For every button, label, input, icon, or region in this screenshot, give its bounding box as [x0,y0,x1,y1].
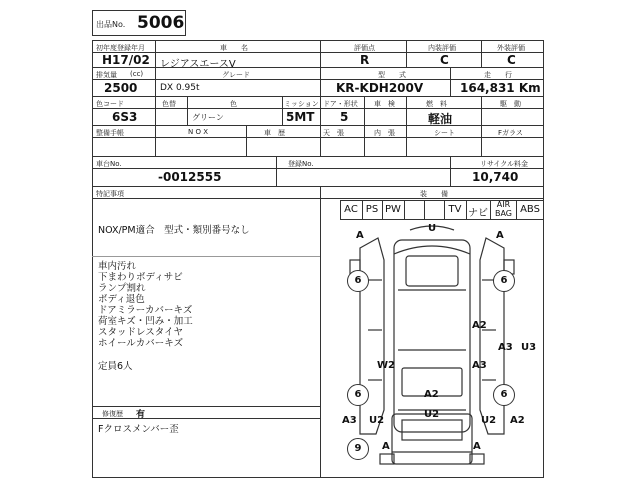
car-name-label: 車 名 [220,44,248,52]
damage-rear-center-1: A2 [424,389,439,400]
model-value: KR-KDH200V [336,81,424,95]
color-swap-label: 色替 [162,100,176,108]
mileage-value: 164,831 Km [460,81,541,95]
color-code-value: 6S3 [112,110,138,124]
doors-label: ドア・形状 [323,100,358,108]
transmission-label: ミッション [284,100,319,108]
reg-no-label: 登録No. [288,160,314,168]
damage-rear-left-1: A3 [342,415,357,426]
grade-value: DX 0.95t [160,83,200,93]
color-value: グリーン [192,113,224,122]
equipment-airbag: AIR BAG [494,200,513,218]
damage-front-right: A [496,230,504,241]
tire-rear-left: 6 [347,384,369,406]
spare-tire: 9 [347,438,369,460]
condition-6: 荷室キズ・凹み・加工 [98,316,193,327]
doors-value: 5 [340,110,349,124]
car-name-value: レジアスエースV [160,59,236,70]
score-value: R [360,53,370,67]
chassis-value: -0012555 [158,170,222,184]
lot-number: 5006 [137,13,185,33]
manual-label: 整備手帳 [96,129,124,137]
seat-label: シート [434,129,455,137]
damage-left-side: W2 [377,360,395,371]
repair-detail: Fクロスメンバー歪 [98,424,179,435]
inspection-label: 車 検 [374,100,395,108]
nox-label: N O X [188,128,208,136]
equipment-label: 装 備 [420,190,448,198]
damage-bottom-left: A [382,441,390,452]
tire-rear-right: 6 [493,384,515,406]
history-label: 車 歴 [264,129,285,137]
displacement-value: 2500 [104,81,138,95]
damage-rear-right-2: A2 [510,415,525,426]
damage-front-left: A [356,230,364,241]
condition-3: ランプ割れ [98,283,146,294]
glass-label: Fガラス [498,129,523,137]
fuel-label: 燃 料 [426,100,447,108]
lot-number-box [92,10,186,36]
condition-4: ボディ退色 [98,294,145,305]
interior-eval-label: 内装評価 [428,44,456,52]
capacity-note: 定員6人 [98,361,133,372]
equipment-ac: AC [344,204,358,215]
damage-front-center: U [428,223,437,234]
score-label: 評価点 [354,44,375,52]
damage-right-side-4: A3 [472,360,487,371]
damage-right-side-1: A2 [472,320,487,331]
damage-rear-right-1: U2 [481,415,497,426]
repair-value: 有 [136,410,146,420]
interior-eval-value: C [440,53,449,67]
tire-front-right: 6 [493,270,515,292]
drive-label: 駆 動 [500,100,521,108]
grade-label: グレード [222,71,250,79]
equipment-pw: PW [385,204,401,215]
reg-year-value: H17/02 [102,53,150,67]
condition-7: スタッドレスタイヤ [98,327,184,338]
recycle-value: 10,740 [472,170,519,184]
color-code-label: 色コード [96,100,124,108]
chassis-label: 車台No. [96,160,122,168]
condition-8: ホイールカバーキズ [98,338,184,349]
damage-bottom-right: A [473,441,481,452]
exterior-eval-value: C [507,53,516,67]
transmission-value: 5MT [286,110,315,124]
condition-1: 車内汚れ [98,261,137,272]
exterior-eval-label: 外装評価 [497,44,525,52]
lot-number-label: 出品No. [96,20,126,29]
damage-rear-center-2: U2 [424,409,440,420]
tire-front-left: 6 [347,270,369,292]
equipment-tv: TV [448,204,462,215]
inner-trim-label: 内 張 [374,129,395,137]
displacement-label: 排気量 [96,71,117,79]
condition-5: ドアミラーカバーキズ [98,305,193,316]
damage-right-side-3: U3 [521,342,537,353]
reg-year-label: 初年度登録年月 [96,44,145,52]
nox-note: NOX/PM適合 型式・類別番号なし [98,225,250,236]
repair-label: 修復歴 [102,410,123,418]
roof-label: 天 張 [323,129,344,137]
damage-right-side-2: A3 [498,342,513,353]
condition-2: 下まわりボディサビ [98,272,183,283]
notes-label: 特記事項 [96,190,124,198]
color-label: 色 [230,100,237,108]
mileage-label: 走 行 [484,71,512,79]
displacement-unit: (cc) [130,70,144,78]
equipment-navi: ナビ [468,208,488,219]
model-label: 型 式 [378,71,406,79]
equipment-ps: PS [365,204,379,215]
recycle-label: リサイクル料金 [480,160,529,168]
damage-rear-left-2: U2 [369,415,385,426]
fuel-value: 軽油 [428,112,453,126]
equipment-abs: ABS [520,204,540,215]
